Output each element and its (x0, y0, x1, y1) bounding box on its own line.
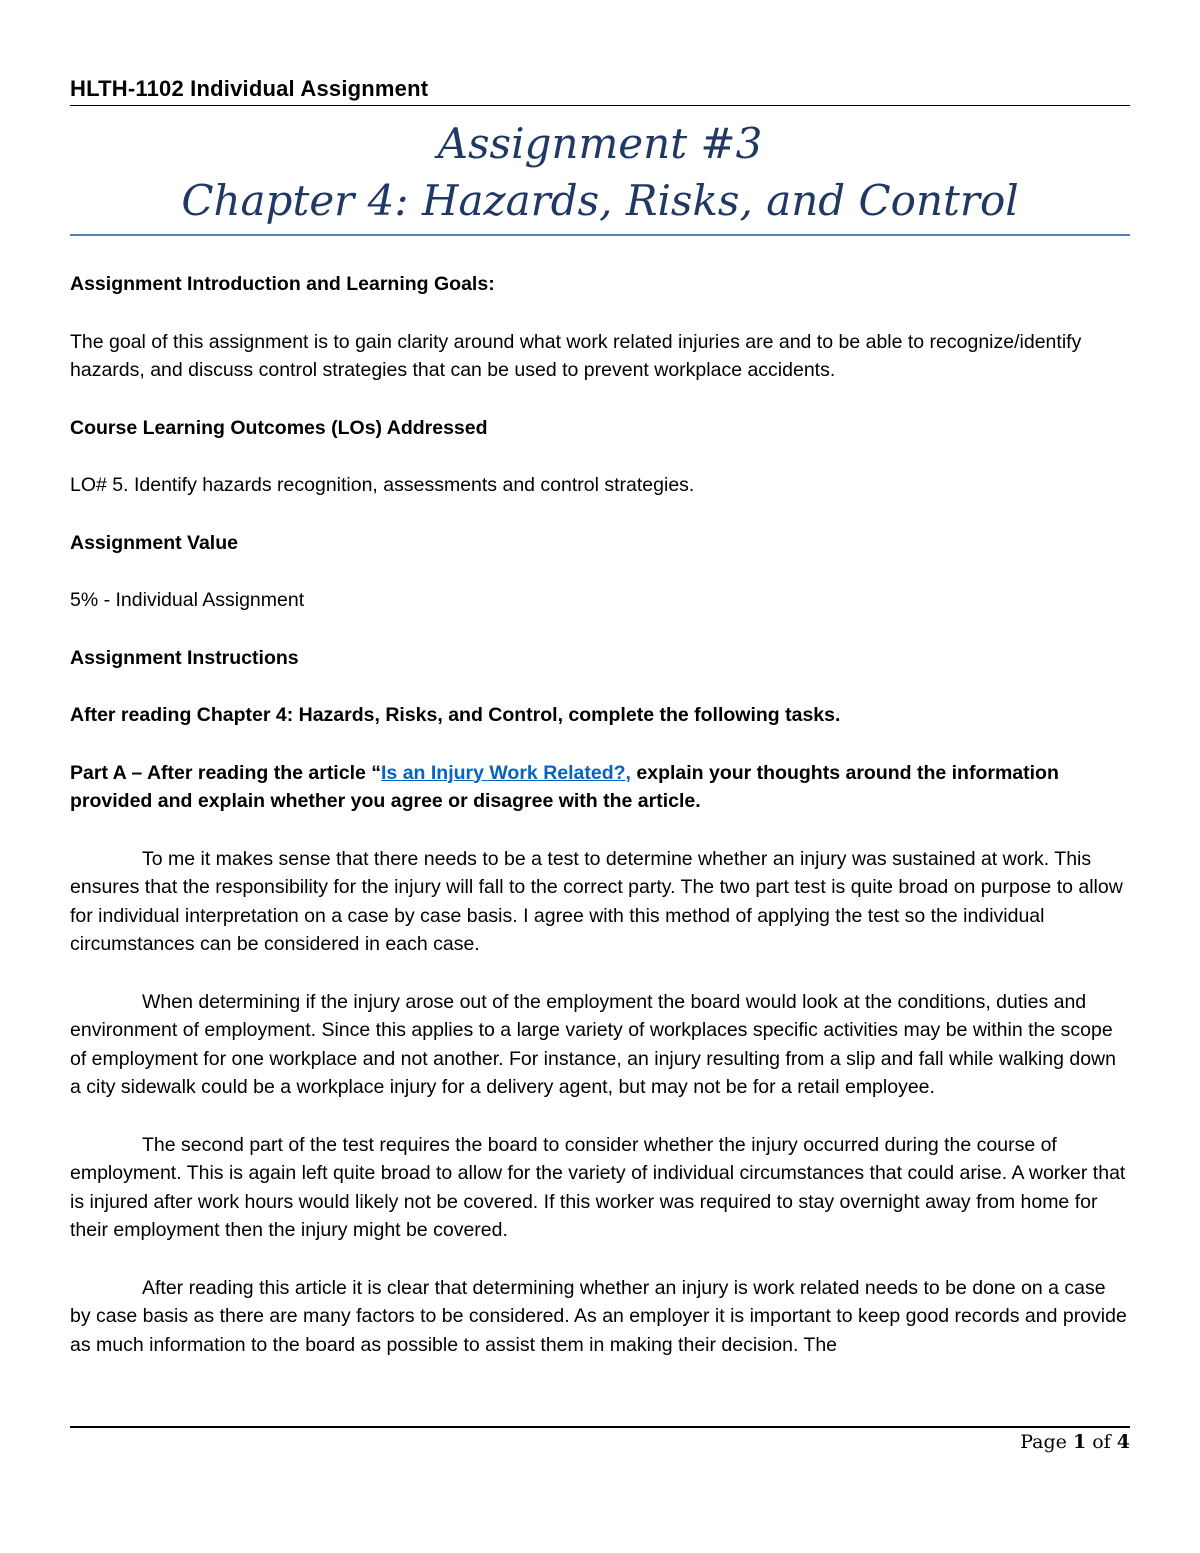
of-word: of (1092, 1431, 1111, 1453)
instructions-text: After reading Chapter 4: Hazards, Risks, and Control, complete the following tasks. (70, 704, 841, 726)
outcomes-heading: Course Learning Outcomes (LOs) Addressed (70, 416, 488, 439)
title-block (70, 116, 1130, 230)
page-word: Page (1020, 1431, 1067, 1453)
footer-divider (70, 1426, 1130, 1428)
page-number (1020, 1431, 1130, 1453)
part-a-prefix: Part A – After reading the article “ (70, 761, 382, 784)
title-divider (70, 234, 1130, 236)
document-body (70, 270, 1130, 1388)
answer-paragraph: After reading this article it is clear that determining whether an injury is work related needs to be done on a case by case basis as there are many factors to be considered. As an employer it is important to keep good records and provide as much information to the board as possible to assist them in making their decision. The (70, 1276, 1127, 1356)
page-total: 4 (1116, 1431, 1130, 1453)
answer-paragraph: When determining if the injury arose out of the employment the board would look at the conditions, duties and environment of employment. Since this applies to a large variety of workplaces specific activities may be within the scope of employment for one workplace and not another. For instance, an injury resulting from a slip and fall while walking down a city sidewalk could be a workplace injury for a delivery agent, but may not be for a retail employee. (70, 990, 1116, 1098)
running-header: HLTH-1102 Individual Assignment (70, 76, 429, 101)
value-text: 5% - Individual Assignment (70, 589, 305, 611)
value-heading: Assignment Value (70, 531, 238, 554)
assignment-title: Assignment #3 (437, 119, 763, 168)
header-divider (70, 105, 1130, 106)
article-link[interactable]: Is an Injury Work Related?, (381, 761, 631, 784)
intro-heading: Assignment Introduction and Learning Goals: (70, 273, 495, 295)
page-current: 1 (1072, 1431, 1087, 1453)
intro-text: The goal of this assignment is to gain clarity around what work related injuries are and to be able to recognize/identify hazards, and discuss control strategies that can be used to prevent workplace accidents. (70, 330, 1082, 381)
instructions-heading: Assignment Instructions (70, 646, 299, 669)
part-a-prompt (70, 759, 1130, 816)
part-a-suffix: explain your thoughts around the information provided and explain whether you agree or disagree with the article. (70, 761, 1059, 812)
chapter-title: Chapter 4: Hazards, Risks, and Control (181, 176, 1019, 225)
outcomes-text: LO# 5. Identify hazards recognition, assessments and control strategies. (70, 474, 695, 496)
answer-paragraph: To me it makes sense that there needs to be a test to determine whether an injury was sustained at work. This ensures that the responsibility for the injury will fall to the correct party. The two part test is quite broad on purpose to allow for individual interpretation on a case by case basis. I agree with this method of applying the test so the individual circumstances can be considered in each case. (70, 847, 1123, 955)
answer-paragraph: The second part of the test requires the board to consider whether the injury occurred during the course of employment. This is again left quite broad to allow for the variety of individual circumstances that could arise. A worker that is injured after work hours would likely not be covered. If this worker was required to stay overnight away from home for their employment then the injury might be covered. (70, 1133, 1126, 1241)
document-page (70, 0, 1130, 1553)
